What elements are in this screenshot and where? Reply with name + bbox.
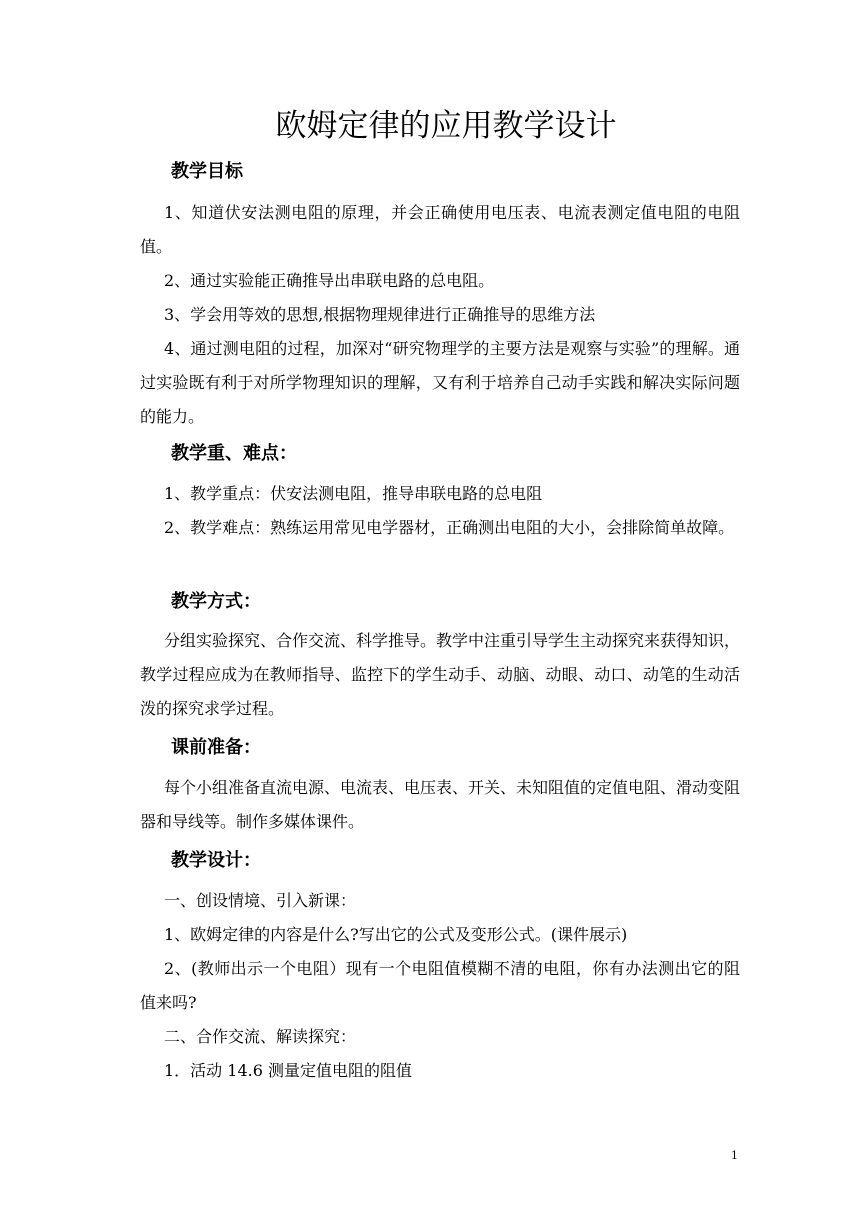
goal-paragraph-1: 1、知道伏安法测电阻的原理，并会正确使用电压表、电流表测定值电阻的电阻值。 (140, 203, 740, 256)
section-heading-key-points: 教学重、难点： (171, 443, 297, 464)
design-paragraph-4: 二、合作交流、解读探究： (164, 1027, 357, 1046)
design-paragraph-3: 2、(教师出示一个电阻）现有一个电阻值模糊不清的电阻，你有办法测出它的阻值来吗? (140, 959, 740, 1012)
section-heading-teaching-design: 教学设计： (171, 850, 261, 871)
section-heading-preparation: 课前准备： (171, 737, 261, 758)
design-paragraph-1: 一、创设情境、引入新课： (164, 891, 357, 910)
section-heading-teaching-goals: 教学目标 (171, 161, 243, 182)
goal-paragraph-3: 3、学会用等效的思想,根据物理规律进行正确推导的思维方法 (164, 305, 596, 324)
goal-paragraph-4: 4、通过测电阻的过程，加深对“研究物理学的主要方法是观察与实验”的理解。通过实验既有利于对所学物理知识的理解，又有利于培养自己动手实践和解决实际问题的能力。 (140, 339, 740, 426)
goal-paragraph-2: 2、通过实验能正确推导出串联电路的总电阻。 (164, 271, 495, 290)
preparation-paragraph: 每个小组准备直流电源、电流表、电压表、开关、未知阻值的定值电阻、滑动变阻器和导线等。制作多媒体课件。 (140, 778, 741, 831)
design-paragraph-5: 1．活动 14.6 测量定值电阻的阻值 (164, 1061, 412, 1080)
section-heading-teaching-method: 教学方式： (171, 591, 261, 612)
document-title: 欧姆定律的应用教学设计 (275, 108, 617, 144)
page-number: 1 (731, 1149, 738, 1162)
key-point-paragraph-2: 2、教学难点：熟练运用常见电学器材，正确测出电阻的大小，会排除简单故障。 (164, 518, 735, 537)
key-point-paragraph-1: 1、教学重点：伏安法测电阻，推导串联电路的总电阻 (164, 484, 543, 503)
design-paragraph-2: 1、欧姆定律的内容是什么?写出它的公式及变形公式。(课件展示) (164, 925, 628, 944)
method-paragraph: 分组实验探究、合作交流、科学推导。教学中注重引导学生主动探究来获得知识，教学过程应成为在教师指导、监控下的学生动手、动脑、动眼、动口、动笔的生动活泼的探究求学过程。 (140, 631, 741, 718)
